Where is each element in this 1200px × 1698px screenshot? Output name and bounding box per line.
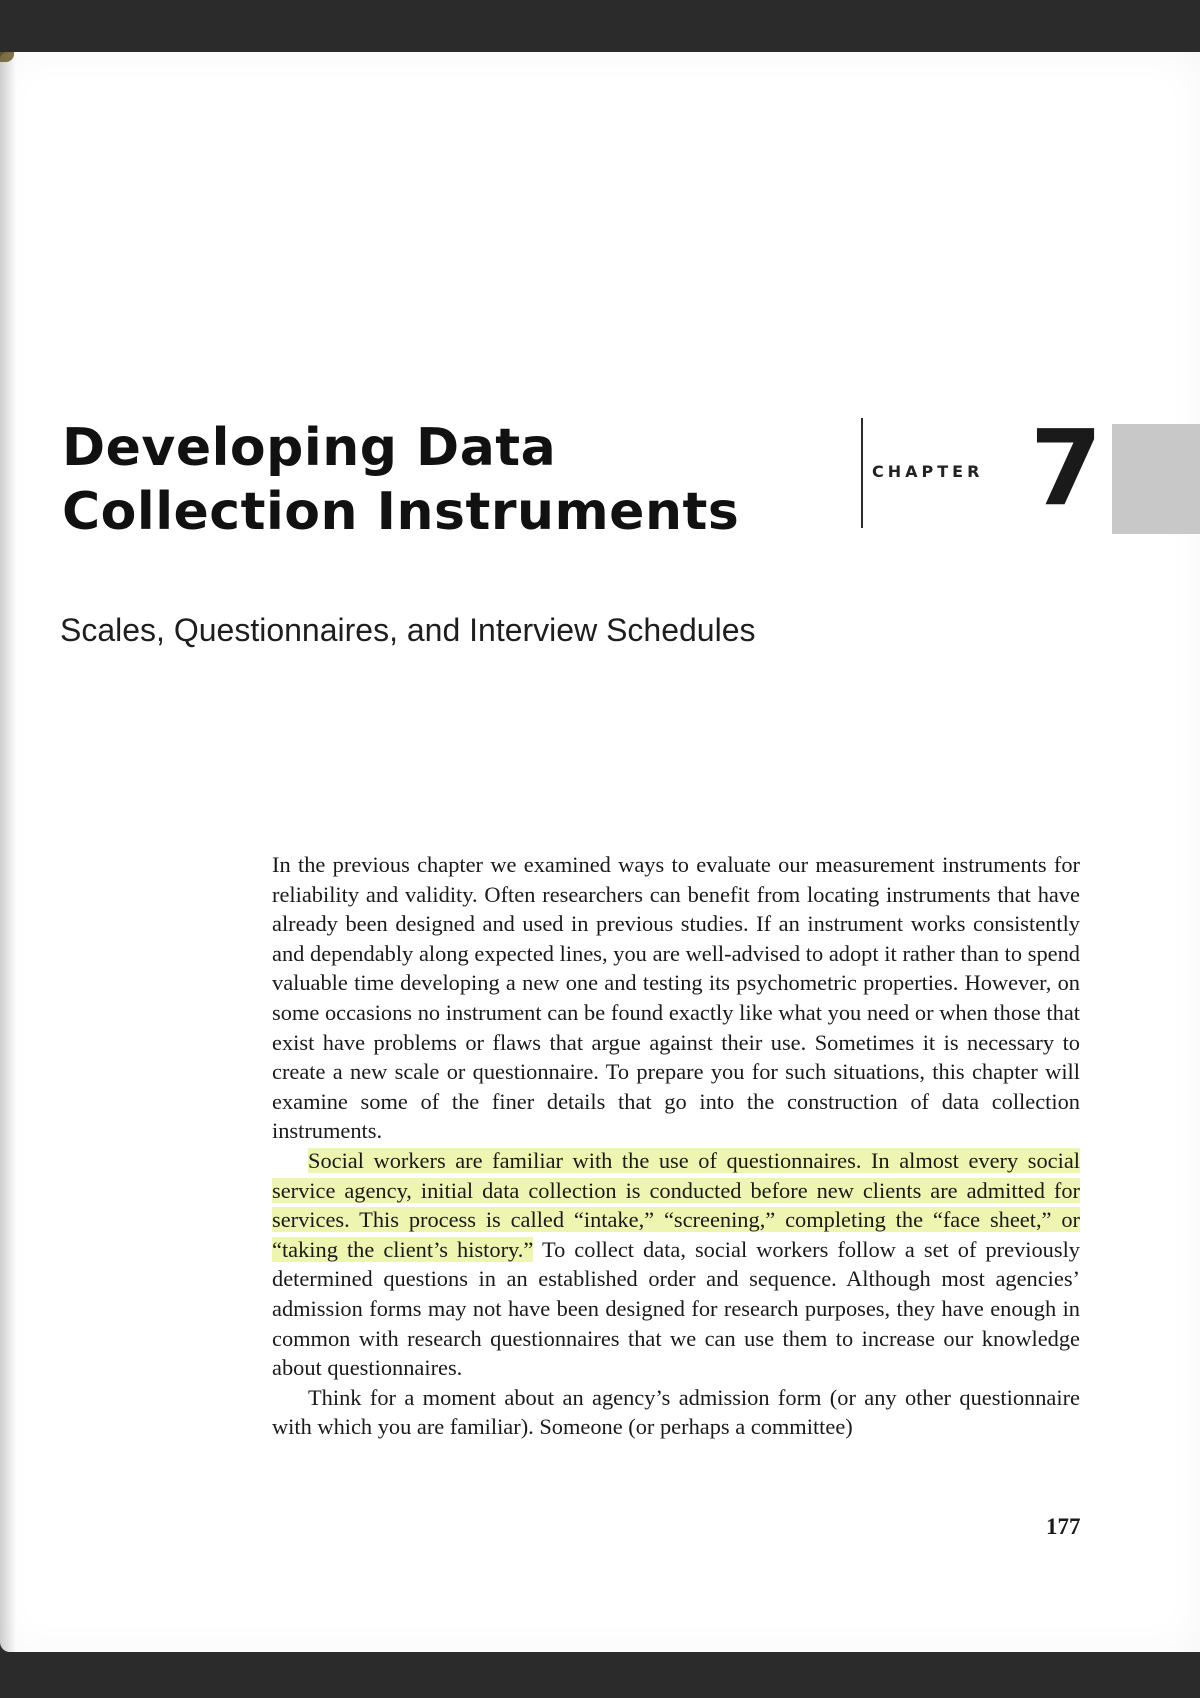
paragraph-1: In the previous chapter we examined ways to evaluate our measurement instruments for reliability and validity. Often researchers can benefit from locating instruments that have already been designed and used in previous studies. If an instrument works consistently and dependably along expected lines, you are well-advised to adopt it rather than to spend valuable time developing a new one and testing its psychometric properties. However, on some occasions no instrument can be found exactly like what you need or when those that exist have problems or flaws that argue against their use. Sometimes it is necessary to create a new scale or questionnaire. To prepare you for such situations, this chapter will examine some of the finer details that go into the construction of data collection instruments. (272, 852, 1080, 1144)
paragraph-2-rest: To collect data, social workers follow a set of previously determined questions in an established order and sequence. Although most agencies’ admission forms may not have been designed for research purposes, they have enough in common with research questionnaires that we can use them to increase our knowledge about questionnaires. (272, 1236, 1080, 1381)
paragraph-3: Think for a moment about an agency’s admission form (or any other questionnaire with which you are familiar). Someone (or perhaps a committee) (272, 1384, 1080, 1440)
chapter-divider-line (861, 418, 863, 528)
page-edge-shadow (0, 52, 16, 1652)
paragraph-2 (272, 1146, 1080, 1383)
chapter-title (62, 416, 822, 544)
chapter-number: 7 (1030, 407, 1103, 529)
chapter-title-line-1: Developing Data (62, 418, 557, 478)
chapter-thumb-tab (1112, 424, 1200, 534)
body-text (272, 850, 1080, 1442)
chapter-subtitle: Scales, Questionnaires, and Interview Schedules (60, 612, 756, 648)
highlighted-text: Social workers are familiar with the use of questionnaires. In almost every social service agency, initial data collection is conducted before new clients are admitted for services. This process is called “intake,” “screening,” completing the “face sheet,” or “taking the client’s history.” (272, 1147, 1080, 1262)
page-number: 177 (1046, 1514, 1081, 1539)
book-page (0, 52, 1200, 1652)
chapter-title-line-2: Collection Instruments (62, 482, 740, 542)
chapter-label: CHAPTER (872, 462, 984, 481)
